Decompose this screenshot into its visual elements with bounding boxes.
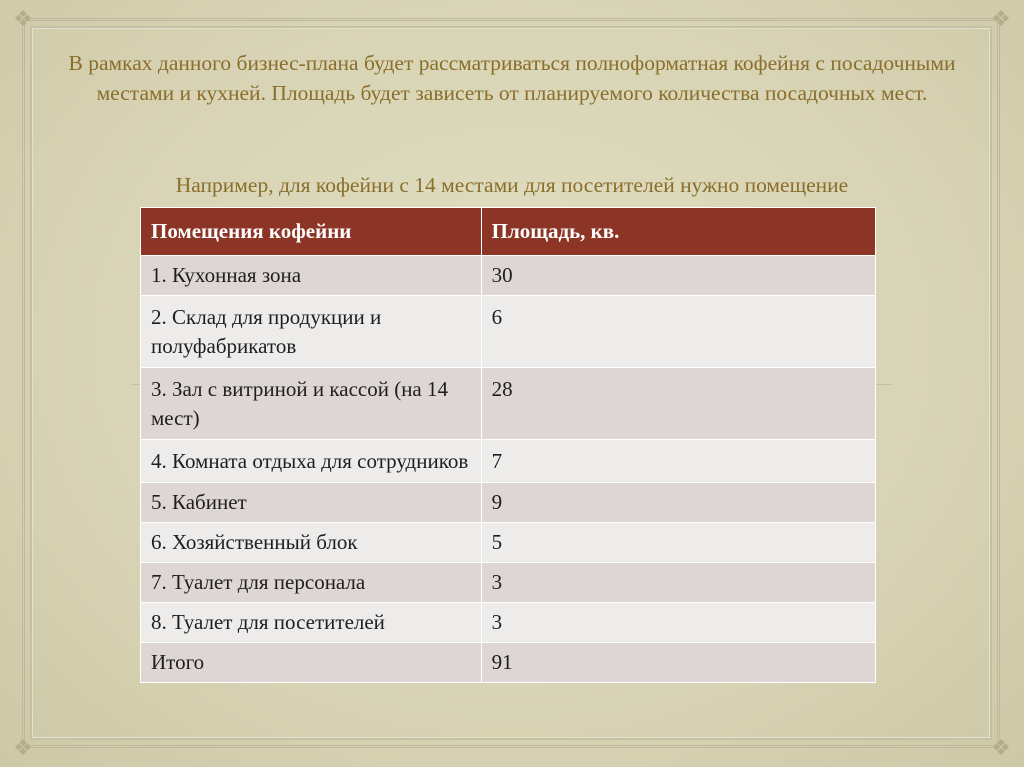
table-row xyxy=(141,603,876,643)
corner-ornament-icon: ❖ xyxy=(13,735,33,760)
room-area-cell: 6 xyxy=(481,296,875,368)
room-name-cell: 8. Туалет для посетителей xyxy=(141,603,482,643)
slide-title: В рамках данного бизнес-плана будет рассматриваться полноформатная кофейня с посадочными местами и кухней. Площадь будет зависеть от планируемого количества посадочных мест. xyxy=(68,51,956,105)
rooms-area-table xyxy=(140,207,876,683)
room-name-cell: 6. Хозяйственный блок xyxy=(141,523,482,563)
table-header-row xyxy=(141,208,876,256)
room-name-cell: 3. Зал с витриной и кассой (на 14 мест) xyxy=(141,368,482,440)
room-area-cell: 9 xyxy=(481,483,875,523)
room-area-cell: 3 xyxy=(481,603,875,643)
decorative-rule xyxy=(876,384,892,385)
column-header-room: Помещения кофейни xyxy=(141,208,482,256)
room-area-cell: 3 xyxy=(481,563,875,603)
column-header-area: Площадь, кв. xyxy=(481,208,875,256)
room-area-cell: 5 xyxy=(481,523,875,563)
table-row-total xyxy=(141,643,876,683)
room-area-cell: 30 xyxy=(481,256,875,296)
total-area-cell: 91 xyxy=(481,643,875,683)
room-area-cell: 28 xyxy=(481,368,875,440)
table-row xyxy=(141,483,876,523)
table-row xyxy=(141,563,876,603)
room-area-cell: 7 xyxy=(481,440,875,483)
table-row xyxy=(141,296,876,368)
table-row xyxy=(141,440,876,483)
table-row xyxy=(141,523,876,563)
room-name-cell: 7. Туалет для персонала xyxy=(141,563,482,603)
room-name-cell: 1. Кухонная зона xyxy=(141,256,482,296)
room-name-cell: 4. Комната отдыха для сотрудников xyxy=(141,440,482,483)
total-label-cell: Итого xyxy=(141,643,482,683)
corner-ornament-icon: ❖ xyxy=(991,6,1011,31)
table-row xyxy=(141,368,876,440)
corner-ornament-icon: ❖ xyxy=(991,735,1011,760)
corner-ornament-icon: ❖ xyxy=(13,6,33,31)
room-name-cell: 5. Кабинет xyxy=(141,483,482,523)
slide-subtitle: Например, для кофейни с 14 местами для посетителей нужно помещение xyxy=(175,173,849,197)
room-name-cell: 2. Склад для продукции и полуфабрикатов xyxy=(141,296,482,368)
table-row xyxy=(141,256,876,296)
